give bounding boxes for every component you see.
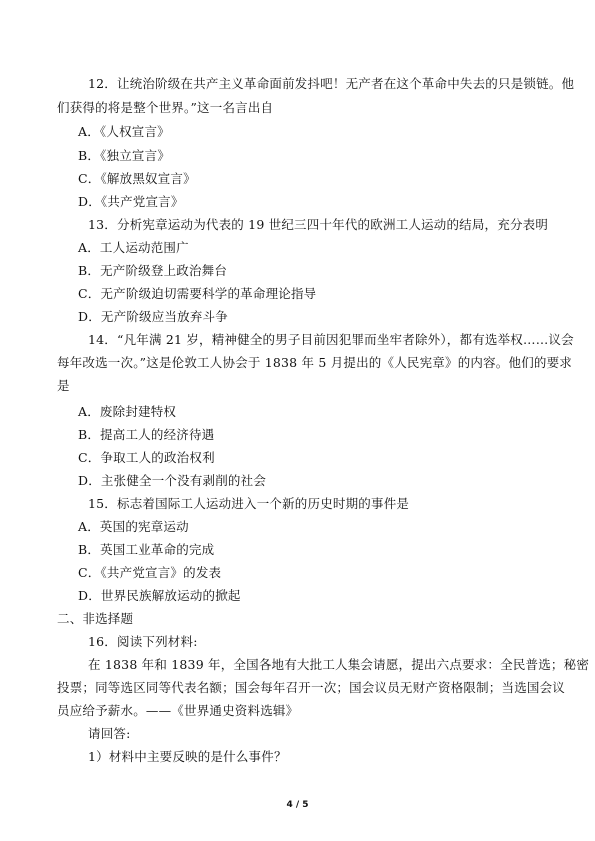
q14-option-b: B．提高工人的经济待遇 <box>78 427 215 442</box>
q12-option-c: C．《解放黑奴宣言》 <box>78 171 196 186</box>
q12-option-a: A．《人权宣言》 <box>78 124 170 139</box>
q13-option-d: D．无产阶级应当放弃斗争 <box>78 309 228 324</box>
q14-option-d: D．主张健全一个没有剥削的社会 <box>78 473 267 488</box>
q16-sub-question-1: 1）材料中主要反映的是什么事件？ <box>88 749 287 764</box>
q16-material-line2: 投票；同等选区同等代表名额；国会每年召开一次；国会议员无财产资格限制；当选国会议 <box>57 680 566 695</box>
q12-line1: 12．让统治阶级在共产主义革命面前发抖吧！无产者在这个革命中失去的只是锁链。他 <box>88 76 575 91</box>
section-heading: 二、非选择题 <box>57 611 134 626</box>
q13-option-b: B．无产阶级登上政治舞台 <box>78 263 228 278</box>
q15-option-c: C．《共产党宣言》的发表 <box>78 565 222 580</box>
q14-line2: 每年改选一次。”这是伦敦工人协会于 1838 年 5 月提出的《人民宪章》的内容。他们的要求 <box>57 355 572 370</box>
q14-line1: 14．“凡年满 21 岁，精神健全的男子目前因犯罪而坐牢者除外），都有选举权……议会 <box>88 332 574 347</box>
q16-title: 16．阅读下列材料: <box>88 634 198 649</box>
q13-option-c: C．无产阶级迫切需要科学的革命理论指导 <box>78 286 317 301</box>
q14-option-c: C．争取工人的政治权利 <box>78 450 215 465</box>
q12-option-b: B．《独立宣言》 <box>78 148 171 163</box>
q12-option-d: D．《共产党宣言》 <box>78 194 184 209</box>
q15-option-a: A．英国的宪章运动 <box>78 519 189 534</box>
q14-option-a: A．废除封建特权 <box>78 404 177 419</box>
page-number: 4 / 5 <box>286 800 309 810</box>
q15-line1: 15．标志着国际工人运动进入一个新的历史时期的事件是 <box>88 496 410 511</box>
q16-material-line3: 员应给予薪水。——《世界通史资料选辑》 <box>57 703 299 718</box>
q14-line3: 是 <box>57 378 70 393</box>
q15-option-b: B．英国工业革命的完成 <box>78 542 215 557</box>
q15-option-d: D．世界民族解放运动的掀起 <box>78 588 241 603</box>
q12-line2: 们获得的将是整个世界。”这一名言出自 <box>57 100 274 115</box>
q16-prompt: 请回答: <box>88 726 131 741</box>
q16-material-line1: 在 1838 年和 1839 年，全国各地有大批工人集会请愿，提出六点要求：全民普选；秘密 <box>88 657 590 672</box>
q13-line1: 13．分析宪章运动为代表的 19 世纪三四十年代的欧洲工人运动的结局，充分表明 <box>88 217 549 232</box>
q13-option-a: A．工人运动范围广 <box>78 240 189 255</box>
